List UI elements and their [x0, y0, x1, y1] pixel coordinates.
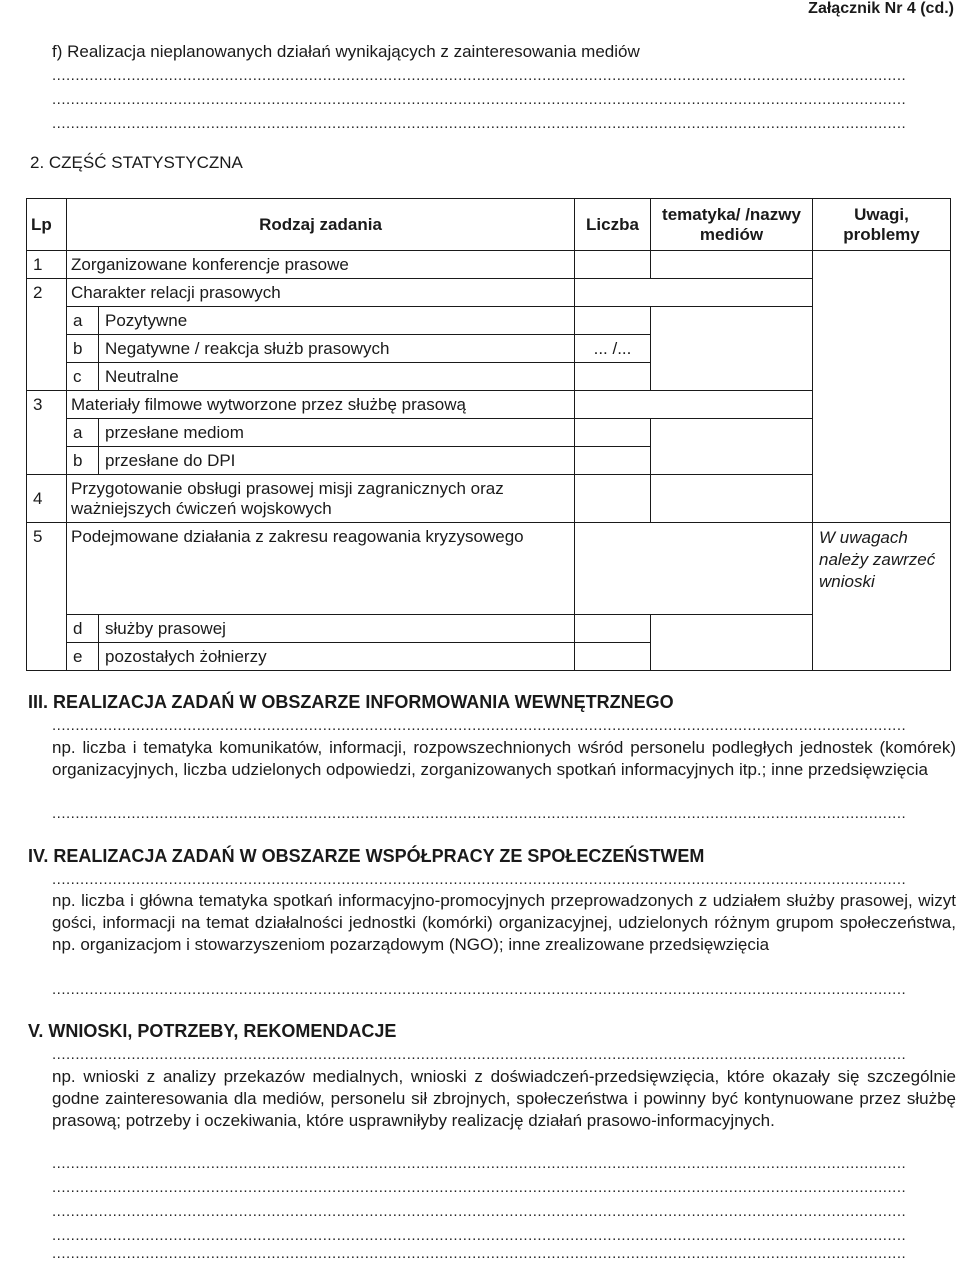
attachment-label: Załącznik Nr 4 (cd.)	[808, 0, 954, 17]
row-label: Zorganizowane konferencje prasowe	[67, 251, 575, 279]
row-notes	[813, 251, 951, 523]
section-3-title: III. REALIZACJA ZADAŃ W OBSZARZE INFORMOWANIA WEWNĘTRZNEGO	[28, 692, 674, 712]
row-label: przesłane do DPI	[99, 447, 575, 475]
header-lp: Lp	[27, 199, 67, 251]
section-3-text: np. liczba i tematyka komunikatów, informacji, rozpowszechnionych wśród personelu podległych jednostek (komórek) organizacyjnych, liczba udzielonych odpowiedzi, zorganizowanych spotkań informacyjnych itp.; inne przedsięwzięcia	[52, 738, 956, 779]
row-lp: 4	[27, 475, 67, 523]
row-topic	[651, 419, 813, 475]
row-lp	[27, 363, 67, 391]
row-label: przesłane mediom	[99, 419, 575, 447]
dotted-line: .......................................................................................................................................................................................	[52, 1204, 907, 1220]
row-label: Pozytywne	[99, 307, 575, 335]
section-4-text: np. liczba i główna tematyka spotkań informacyjno-promocyjnych przeprowadzonych z udziałem służby prasowej, wizyt gości, informacji na temat działalności jednostki (komórki) organizacyjnej, udzielonych różnym grupom społeczeństwa, np. organizacjom i stowarzyszeniom pozarządowym (NGO); inne zrealizowane przedsięwzięcia	[52, 891, 956, 954]
row-sub: e	[67, 643, 99, 671]
row-sub: b	[67, 335, 99, 363]
row-topic	[651, 251, 813, 279]
dotted-line: .......................................................................................................................................................................................	[52, 92, 907, 108]
row-label: pozostałych żołnierzy	[99, 643, 575, 671]
row-count	[575, 251, 651, 279]
row-label: służby prasowej	[99, 615, 575, 643]
dotted-line: .......................................................................................................................................................................................	[52, 68, 907, 84]
dotted-line: .......................................................................................................................................................................................	[52, 1228, 907, 1244]
row-topic	[651, 615, 813, 671]
row-count	[575, 363, 651, 391]
row-topic	[651, 279, 813, 307]
row-lp: 5	[27, 523, 67, 615]
section-2-title: 2. CZĘŚĆ STATYSTYCZNA	[30, 153, 243, 172]
row-count	[575, 615, 651, 643]
header-notes: Uwagi, problemy	[813, 199, 951, 251]
section-4-title: IV. REALIZACJA ZADAŃ W OBSZARZE WSPÓŁPRACY ZE SPOŁECZEŃSTWEM	[28, 846, 705, 866]
row-label: Neutralne	[99, 363, 575, 391]
row-count	[575, 391, 651, 419]
dotted-line: .......................................................................................................................................................................................	[52, 872, 907, 888]
section-5-title: V. WNIOSKI, POTRZEBY, REKOMENDACJE	[28, 1021, 397, 1041]
row-count	[575, 523, 651, 615]
dotted-line: .......................................................................................................................................................................................	[52, 116, 907, 132]
dotted-line: .......................................................................................................................................................................................	[52, 982, 907, 998]
header-task: Rodzaj zadania	[67, 199, 575, 251]
row-lp	[27, 419, 67, 447]
row-label: Charakter relacji prasowych	[67, 279, 575, 307]
row-lp	[27, 643, 67, 671]
row-sub: d	[67, 615, 99, 643]
row-topic	[651, 523, 813, 615]
dotted-line: .......................................................................................................................................................................................	[52, 1047, 907, 1063]
row-sub: a	[67, 307, 99, 335]
row-topic	[651, 391, 813, 419]
statistics-table	[26, 198, 951, 671]
row-lp	[27, 307, 67, 335]
row-lp: 2	[27, 279, 67, 307]
dotted-line: .......................................................................................................................................................................................	[52, 1180, 907, 1196]
row-sub: b	[67, 447, 99, 475]
row-topic	[651, 475, 813, 523]
dotted-line: .......................................................................................................................................................................................	[52, 718, 907, 734]
header-count: Liczba	[575, 199, 651, 251]
row-label: Przygotowanie obsługi prasowej misji zagranicznych oraz ważniejszych ćwiczeń wojskowych	[67, 475, 575, 523]
row-sub: a	[67, 419, 99, 447]
section-f-title: f) Realizacja nieplanowanych działań wynikających z zainteresowania mediów	[52, 42, 640, 61]
row-count	[575, 279, 651, 307]
header-topic: tematyka/ /nazwy mediów	[651, 199, 813, 251]
row-label: Materiały filmowe wytworzone przez służbę prasową	[67, 391, 575, 419]
row-label: Negatywne / reakcja służb prasowych	[99, 335, 575, 363]
row-count	[575, 475, 651, 523]
row-count	[575, 307, 651, 335]
row-lp	[27, 335, 67, 363]
row-lp: 3	[27, 391, 67, 419]
row-count	[575, 419, 651, 447]
dotted-line: .......................................................................................................................................................................................	[52, 806, 907, 822]
row-lp: 1	[27, 251, 67, 279]
row-count: ... /...	[575, 335, 651, 363]
row-lp	[27, 615, 67, 643]
row-topic	[651, 307, 813, 391]
section-5-text: np. wnioski z analizy przekazów medialnych, wnioski z doświadczeń-przedsięwzięcia, które okazały się szczególnie godne zainteresowania dla mediów, personelu sił zbrojnych, społeczeństwa i powinny być kontynuowane przez służbę prasową; potrzeby i oczekiwania, które usprawniłyby realizację działań prasowo-informacyjnych.	[52, 1067, 956, 1130]
dotted-line: .......................................................................................................................................................................................	[52, 1156, 907, 1172]
row-label: Podejmowane działania z zakresu reagowania kryzysowego	[67, 523, 575, 615]
row-notes-kryzys: W uwagach należy zawrzeć wnioski	[813, 523, 951, 671]
dotted-line: .......................................................................................................................................................................................	[52, 1246, 907, 1262]
row-sub: c	[67, 363, 99, 391]
row-count	[575, 447, 651, 475]
row-count	[575, 643, 651, 671]
row-lp	[27, 447, 67, 475]
